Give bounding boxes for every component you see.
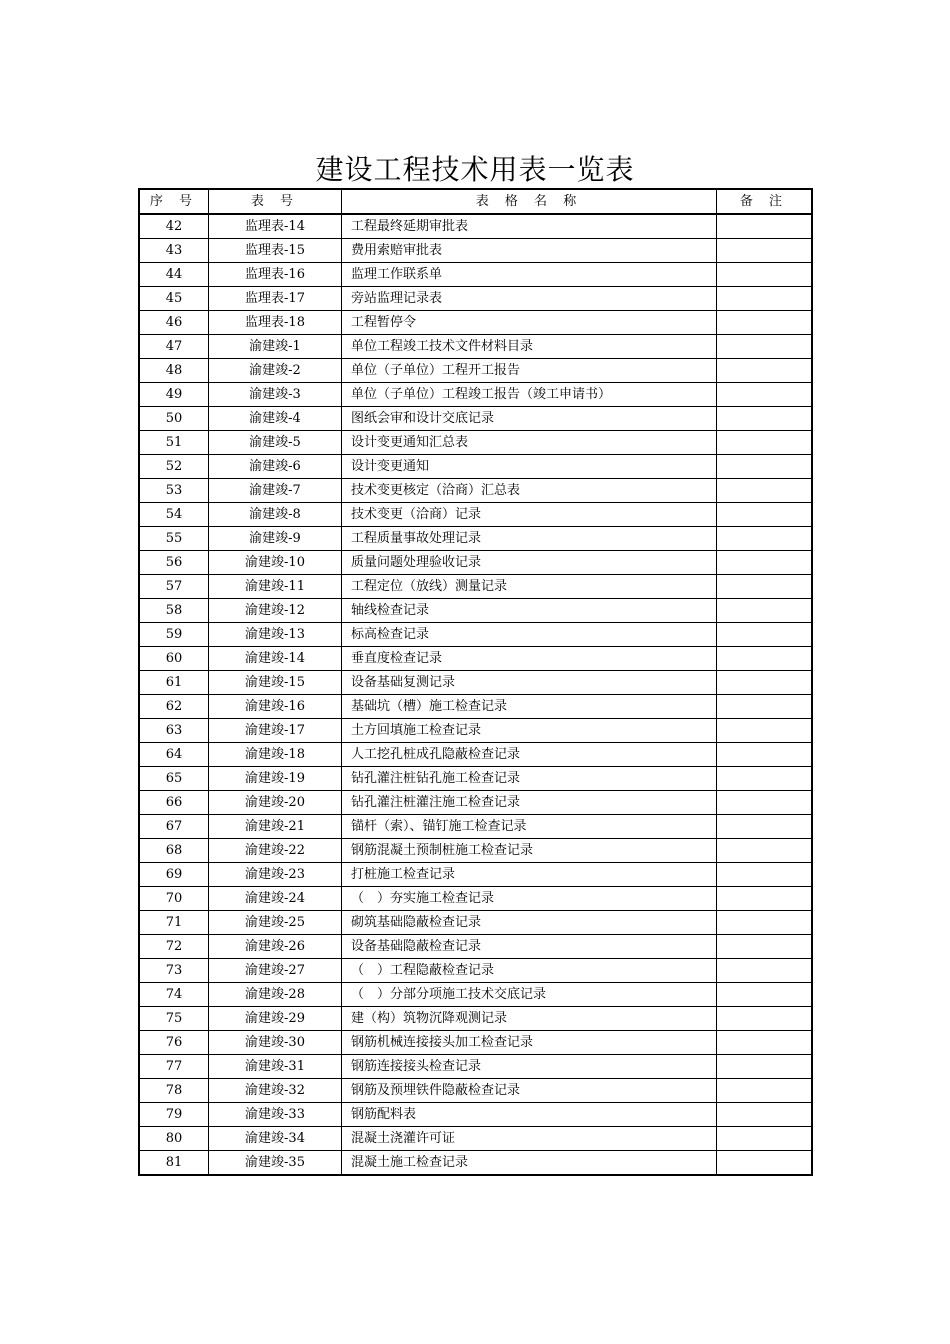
cell-code: 监理表-18 <box>209 311 342 335</box>
table-row <box>139 1007 812 1031</box>
cell-name: 钢筋机械连接接头加工检查记录 <box>342 1031 717 1055</box>
table-row <box>139 911 812 935</box>
cell-code: 监理表-14 <box>209 214 342 239</box>
cell-code: 渝建竣-22 <box>209 839 342 863</box>
cell-index: 47 <box>139 335 209 359</box>
cell-name: 工程定位（放线）测量记录 <box>342 575 717 599</box>
cell-code: 渝建竣-8 <box>209 503 342 527</box>
cell-code: 渝建竣-35 <box>209 1151 342 1176</box>
cell-index: 50 <box>139 407 209 431</box>
cell-remark <box>717 647 813 671</box>
cell-remark <box>717 575 813 599</box>
cell-remark <box>717 743 813 767</box>
table-row <box>139 239 812 263</box>
table-row <box>139 647 812 671</box>
table-row <box>139 959 812 983</box>
cell-code: 监理表-15 <box>209 239 342 263</box>
table-row <box>139 599 812 623</box>
cell-index: 72 <box>139 935 209 959</box>
table-row <box>139 503 812 527</box>
table-row <box>139 1127 812 1151</box>
table-row <box>139 1103 812 1127</box>
table-row <box>139 527 812 551</box>
cell-remark <box>717 791 813 815</box>
cell-index: 54 <box>139 503 209 527</box>
cell-code: 渝建竣-15 <box>209 671 342 695</box>
cell-index: 74 <box>139 983 209 1007</box>
cell-code: 渝建竣-26 <box>209 935 342 959</box>
cell-index: 60 <box>139 647 209 671</box>
cell-remark <box>717 239 813 263</box>
cell-name: 技术变更（洽商）记录 <box>342 503 717 527</box>
cell-name: 单位（子单位）工程开工报告 <box>342 359 717 383</box>
cell-remark <box>717 623 813 647</box>
table-row <box>139 407 812 431</box>
cell-index: 81 <box>139 1151 209 1176</box>
table-row <box>139 671 812 695</box>
cell-name: （ ）分部分项施工技术交底记录 <box>342 983 717 1007</box>
cell-remark <box>717 214 813 239</box>
table-row <box>139 743 812 767</box>
table-row <box>139 1055 812 1079</box>
cell-remark <box>717 479 813 503</box>
cell-code: 渝建竣-32 <box>209 1079 342 1103</box>
cell-index: 55 <box>139 527 209 551</box>
cell-name: 人工挖孔桩成孔隐蔽检查记录 <box>342 743 717 767</box>
cell-index: 66 <box>139 791 209 815</box>
cell-remark <box>717 863 813 887</box>
cell-code: 渝建竣-5 <box>209 431 342 455</box>
cell-code: 渝建竣-13 <box>209 623 342 647</box>
cell-name: 钻孔灌注桩钻孔施工检查记录 <box>342 767 717 791</box>
cell-code: 渝建竣-23 <box>209 863 342 887</box>
cell-index: 53 <box>139 479 209 503</box>
cell-index: 77 <box>139 1055 209 1079</box>
table-row <box>139 695 812 719</box>
cell-index: 52 <box>139 455 209 479</box>
cell-index: 51 <box>139 431 209 455</box>
cell-remark <box>717 935 813 959</box>
cell-name: 钢筋混凝土预制桩施工检查记录 <box>342 839 717 863</box>
cell-code: 渝建竣-12 <box>209 599 342 623</box>
table-row <box>139 863 812 887</box>
cell-code: 渝建竣-1 <box>209 335 342 359</box>
cell-name: （ ）工程隐蔽检查记录 <box>342 959 717 983</box>
table-row <box>139 383 812 407</box>
cell-code: 渝建竣-7 <box>209 479 342 503</box>
cell-remark <box>717 287 813 311</box>
cell-remark <box>717 359 813 383</box>
cell-code: 渝建竣-25 <box>209 911 342 935</box>
cell-index: 73 <box>139 959 209 983</box>
cell-name: 砌筑基础隐蔽检查记录 <box>342 911 717 935</box>
table-row <box>139 335 812 359</box>
cell-index: 46 <box>139 311 209 335</box>
table-body <box>139 214 812 1175</box>
cell-name: 旁站监理记录表 <box>342 287 717 311</box>
table-row <box>139 479 812 503</box>
cell-index: 80 <box>139 1127 209 1151</box>
cell-name: 工程最终延期审批表 <box>342 214 717 239</box>
cell-remark <box>717 1007 813 1031</box>
cell-remark <box>717 887 813 911</box>
cell-index: 71 <box>139 911 209 935</box>
cell-index: 69 <box>139 863 209 887</box>
cell-code: 渝建竣-2 <box>209 359 342 383</box>
table-row <box>139 551 812 575</box>
cell-code: 渝建竣-34 <box>209 1127 342 1151</box>
cell-name: 单位工程竣工技术文件材料目录 <box>342 335 717 359</box>
cell-code: 渝建竣-4 <box>209 407 342 431</box>
cell-index: 64 <box>139 743 209 767</box>
table-row <box>139 1031 812 1055</box>
cell-code: 渝建竣-30 <box>209 1031 342 1055</box>
cell-name: 锚杆（索）、锚钉施工检查记录 <box>342 815 717 839</box>
cell-code: 渝建竣-11 <box>209 575 342 599</box>
table-row <box>139 214 812 239</box>
cell-code: 渝建竣-6 <box>209 455 342 479</box>
cell-index: 48 <box>139 359 209 383</box>
table-row <box>139 935 812 959</box>
table-row <box>139 983 812 1007</box>
cell-remark <box>717 959 813 983</box>
cell-code: 渝建竣-24 <box>209 887 342 911</box>
table-header-row <box>139 189 812 214</box>
cell-remark <box>717 335 813 359</box>
cell-name: 标高检查记录 <box>342 623 717 647</box>
cell-code: 渝建竣-18 <box>209 743 342 767</box>
cell-remark <box>717 311 813 335</box>
cell-remark <box>717 767 813 791</box>
table-row <box>139 575 812 599</box>
cell-name: 建（构）筑物沉降观测记录 <box>342 1007 717 1031</box>
cell-name: 钢筋及预埋铁件隐蔽检查记录 <box>342 1079 717 1103</box>
table-row <box>139 815 812 839</box>
cell-code: 渝建竣-19 <box>209 767 342 791</box>
cell-name: 土方回填施工检查记录 <box>342 719 717 743</box>
cell-remark <box>717 839 813 863</box>
cell-code: 渝建竣-33 <box>209 1103 342 1127</box>
cell-index: 59 <box>139 623 209 647</box>
cell-code: 渝建竣-20 <box>209 791 342 815</box>
cell-remark <box>717 455 813 479</box>
table-row <box>139 455 812 479</box>
cell-name: 混凝土浇灌许可证 <box>342 1127 717 1151</box>
cell-remark <box>717 1079 813 1103</box>
cell-index: 57 <box>139 575 209 599</box>
table-row <box>139 791 812 815</box>
table-row <box>139 287 812 311</box>
table-row <box>139 623 812 647</box>
cell-index: 75 <box>139 1007 209 1031</box>
cell-remark <box>717 527 813 551</box>
form-list-table <box>138 188 813 1176</box>
cell-remark <box>717 599 813 623</box>
table-row <box>139 431 812 455</box>
cell-index: 56 <box>139 551 209 575</box>
table-row <box>139 767 812 791</box>
cell-index: 78 <box>139 1079 209 1103</box>
cell-remark <box>717 431 813 455</box>
cell-index: 62 <box>139 695 209 719</box>
cell-remark <box>717 1055 813 1079</box>
cell-name: 设计变更通知汇总表 <box>342 431 717 455</box>
cell-index: 43 <box>139 239 209 263</box>
cell-code: 监理表-17 <box>209 287 342 311</box>
cell-index: 44 <box>139 263 209 287</box>
cell-remark <box>717 1151 813 1176</box>
table-row <box>139 887 812 911</box>
cell-index: 79 <box>139 1103 209 1127</box>
cell-code: 渝建竣-21 <box>209 815 342 839</box>
cell-name: 技术变更核定（洽商）汇总表 <box>342 479 717 503</box>
table-row <box>139 311 812 335</box>
cell-code: 渝建竣-10 <box>209 551 342 575</box>
column-header-code: 表 号 <box>209 189 342 214</box>
table-row <box>139 263 812 287</box>
cell-index: 63 <box>139 719 209 743</box>
table-row <box>139 719 812 743</box>
table-row <box>139 839 812 863</box>
cell-remark <box>717 671 813 695</box>
table-row <box>139 359 812 383</box>
cell-name: 设计变更通知 <box>342 455 717 479</box>
cell-name: 钢筋连接接头检查记录 <box>342 1055 717 1079</box>
cell-index: 67 <box>139 815 209 839</box>
cell-name: 设备基础复测记录 <box>342 671 717 695</box>
table-row <box>139 1151 812 1176</box>
page-title: 建设工程技术用表一览表 <box>315 153 635 186</box>
cell-code: 渝建竣-29 <box>209 1007 342 1031</box>
cell-code: 渝建竣-3 <box>209 383 342 407</box>
column-header-name: 表 格 名 称 <box>342 189 717 214</box>
cell-code: 渝建竣-14 <box>209 647 342 671</box>
cell-index: 45 <box>139 287 209 311</box>
cell-remark <box>717 407 813 431</box>
cell-remark <box>717 695 813 719</box>
cell-name: 混凝土施工检查记录 <box>342 1151 717 1176</box>
cell-index: 58 <box>139 599 209 623</box>
cell-name: 钻孔灌注桩灌注施工检查记录 <box>342 791 717 815</box>
cell-name: 设备基础隐蔽检查记录 <box>342 935 717 959</box>
cell-code: 渝建竣-28 <box>209 983 342 1007</box>
cell-remark <box>717 1031 813 1055</box>
cell-remark <box>717 719 813 743</box>
cell-index: 70 <box>139 887 209 911</box>
cell-index: 68 <box>139 839 209 863</box>
cell-name: 工程暂停令 <box>342 311 717 335</box>
cell-name: 工程质量事故处理记录 <box>342 527 717 551</box>
cell-name: 费用索赔审批表 <box>342 239 717 263</box>
table-row <box>139 1079 812 1103</box>
cell-code: 渝建竣-16 <box>209 695 342 719</box>
cell-remark <box>717 815 813 839</box>
cell-remark <box>717 911 813 935</box>
cell-name: 单位（子单位）工程竣工报告（竣工申请书） <box>342 383 717 407</box>
cell-remark <box>717 383 813 407</box>
cell-remark <box>717 1103 813 1127</box>
cell-index: 65 <box>139 767 209 791</box>
cell-name: （ ）夯实施工检查记录 <box>342 887 717 911</box>
cell-code: 渝建竣-9 <box>209 527 342 551</box>
cell-name: 轴线检查记录 <box>342 599 717 623</box>
cell-remark <box>717 551 813 575</box>
cell-remark <box>717 983 813 1007</box>
cell-code: 渝建竣-17 <box>209 719 342 743</box>
cell-index: 42 <box>139 214 209 239</box>
cell-remark <box>717 1127 813 1151</box>
cell-remark <box>717 503 813 527</box>
cell-name: 质量问题处理验收记录 <box>342 551 717 575</box>
cell-remark <box>717 263 813 287</box>
cell-name: 基础坑（槽）施工检查记录 <box>342 695 717 719</box>
cell-code: 渝建竣-27 <box>209 959 342 983</box>
cell-index: 76 <box>139 1031 209 1055</box>
cell-name: 垂直度检查记录 <box>342 647 717 671</box>
cell-name: 监理工作联系单 <box>342 263 717 287</box>
cell-code: 渝建竣-31 <box>209 1055 342 1079</box>
cell-name: 打桩施工检查记录 <box>342 863 717 887</box>
cell-index: 61 <box>139 671 209 695</box>
column-header-remark: 备 注 <box>717 189 813 214</box>
column-header-index: 序 号 <box>139 189 209 214</box>
cell-name: 图纸会审和设计交底记录 <box>342 407 717 431</box>
cell-index: 49 <box>139 383 209 407</box>
cell-name: 钢筋配料表 <box>342 1103 717 1127</box>
cell-code: 监理表-16 <box>209 263 342 287</box>
